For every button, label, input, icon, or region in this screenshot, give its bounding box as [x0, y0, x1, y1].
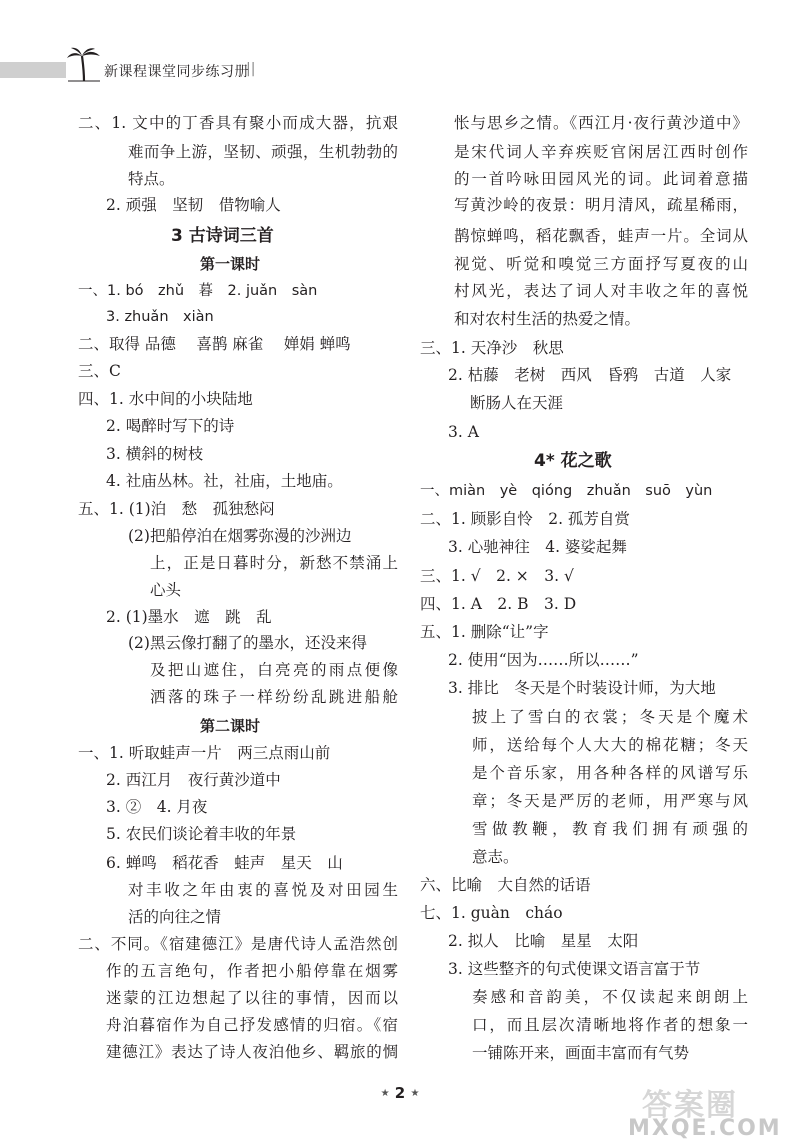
answer-line: (2)黑云像打翻了的墨水，还没来得	[128, 634, 367, 652]
answer-line: 2. 枯藤 老树 西风 昏鸦 古道 人家	[448, 366, 732, 384]
answer-line: 二、不同。《宿建德江》是唐代诗人孟浩然创	[78, 935, 398, 953]
answer-line: 披上了雪白的衣裳；冬天是个魔术	[472, 708, 748, 726]
answer-line: 四、1. A 2. B 3. D	[420, 595, 577, 613]
watermark-site: MXQE.COM	[628, 1116, 782, 1141]
answer-line: 3. ② 4. 月夜	[106, 798, 208, 816]
header-title: 新课程课堂同步练习册	[104, 64, 249, 80]
answer-line: 2. 顽强 坚韧 借物喻人	[106, 196, 281, 214]
palm-tree-icon	[66, 46, 102, 82]
answer-line: 上，正是日暮时分，新愁不禁涌上	[150, 554, 398, 572]
answer-line: 断肠人在天涯	[470, 394, 564, 412]
answer-line: 师，送给每个人大大的棉花糖；冬天	[472, 736, 748, 754]
answer-line: 6. 蝉鸣 稻花香 蛙声 星天 山	[106, 854, 343, 872]
answer-line: 对丰收之年由衷的喜悦及对田园生	[128, 881, 398, 899]
answer-line: 一、miàn yè qióng zhuǎn suō yùn	[420, 483, 713, 499]
answer-line: 3. 横斜的树枝	[106, 445, 204, 463]
answer-line: 2. 使用“因为……所以……”	[448, 651, 639, 669]
answer-line: 四、1. 水中间的小块陆地	[78, 390, 253, 408]
answer-line: 特点。	[128, 170, 175, 188]
answer-line: 难而争上游，坚韧、顽强，生机勃勃的	[128, 143, 398, 161]
answer-line: 是个音乐家，用各种各样的风谱写乐	[472, 764, 748, 782]
answer-line: 5. 农民们谈论着丰收的年景	[106, 825, 297, 843]
answer-line: 二、1. 顾影自怜 2. 孤芳自赏	[420, 510, 630, 528]
page-footer	[360, 1084, 440, 1102]
star-icon: ★	[380, 1088, 390, 1099]
header-bar	[0, 62, 66, 78]
answer-line: 二、1. 文中的丁香具有聚小而成大器，抗艰	[78, 114, 398, 132]
answer-line: 奏感和音韵美，不仅读起来朗朗上	[472, 988, 748, 1006]
answer-line: 和对农村生活的热爱之情。	[454, 310, 641, 328]
answer-line: 心头	[150, 581, 182, 599]
answer-line: 三、1. √ 2. × 3. √	[420, 567, 574, 585]
answer-line: 2. 拟人 比喻 星星 太阳	[448, 932, 639, 950]
lesson-title: 3 古诗词三首	[171, 226, 274, 246]
answer-line: 是宋代词人辛弃疾贬官闲居江西时创作	[454, 143, 748, 161]
answer-line: 2. 喝醉时写下的诗	[106, 417, 235, 435]
page-number: 2	[394, 1084, 406, 1102]
lesson-title: 4* 花之歌	[534, 451, 612, 471]
header-separator: ||	[246, 61, 256, 77]
answer-line: 活的向往之情	[128, 908, 222, 926]
answer-line: 意志。	[472, 848, 519, 866]
answer-line: 五、1. (1)泊 愁 孤独愁闷	[78, 500, 275, 518]
answer-line: 怅与思乡之情。《西江月·夜行黄沙道中》	[454, 114, 748, 132]
star-icon: ★	[410, 1088, 420, 1099]
answer-line: 及把山遮住，白亮亮的雨点便像	[150, 661, 398, 679]
answer-line: 七、1. guàn cháo	[420, 904, 563, 922]
answer-line: 章；冬天是严厉的老师，用严寒与风	[472, 792, 748, 810]
answer-line: 村风光，表达了词人对丰收之年的喜悦	[454, 282, 748, 300]
section-title: 第二课时	[200, 717, 261, 735]
answer-line: 一、1. bó zhǔ 暮 2. juǎn sàn	[78, 283, 318, 299]
answer-line: 二、取得 品德 喜鹊 麻雀 婵娟 蝉鸣	[78, 335, 351, 353]
answer-line: 3. A	[448, 423, 479, 441]
answer-line: 鹊惊蝉鸣，稻花飘香，蛙声一片。全词从	[454, 227, 748, 245]
answer-line: 写黄沙岭的夜景：明月清风，疏星稀雨，	[454, 196, 748, 214]
answer-line: 3. 心驰神往 4. 婆娑起舞	[448, 538, 627, 556]
answer-line: 舟泊暮宿作为自己抒发感情的归宿。《宿	[106, 1016, 398, 1034]
answer-line: (2)把船停泊在烟雾弥漫的沙洲边	[128, 527, 352, 545]
answer-line: 一、1. 听取蛙声一片 两三点雨山前	[78, 744, 331, 762]
answer-line: 六、比喻 大自然的话语	[420, 876, 591, 894]
answer-line: 五、1. 删除“让”字	[420, 623, 549, 641]
watermark-brand: 答案圈	[642, 1088, 738, 1123]
answer-line: 2. (1)墨水 遮 跳 乱	[106, 608, 272, 626]
answer-line: 4. 社庙丛林。社，社庙，土地庙。	[106, 472, 343, 490]
answer-line: 一铺陈开来，画面丰富而有气势	[472, 1044, 690, 1062]
answer-line: 口，而且层次清晰地将作者的想象一	[472, 1016, 748, 1034]
answer-line: 三、C	[78, 362, 121, 380]
answer-line: 作的五言绝句，作者把小船停靠在烟雾	[106, 962, 398, 980]
answer-line: 雪做教鞭，教育我们拥有顽强的	[472, 820, 748, 838]
answer-line: 视觉、听觉和嗅觉三方面抒写夏夜的山	[454, 255, 748, 273]
watermark-logo	[628, 1080, 782, 1141]
answer-line: 3. 这些整齐的句式使课文语言富于节	[448, 960, 701, 978]
section-title: 第一课时	[200, 255, 261, 273]
answer-line: 洒落的珠子一样纷纷乱跳进船舱	[150, 688, 398, 706]
answer-line: 三、1. 天净沙 秋思	[420, 339, 564, 357]
answer-line: 3. 排比 冬天是个时装设计师，为大地	[448, 679, 716, 697]
answer-line: 迷蒙的江边想起了以往的事情，因而以	[106, 989, 398, 1007]
answer-line: 的一首吟咏田园风光的词。此词着意描	[454, 170, 748, 188]
answer-line: 3. zhuǎn xiàn	[106, 309, 214, 325]
answer-line: 建德江》表达了诗人夜泊他乡、羁旅的惆	[106, 1043, 398, 1061]
answer-line: 2. 西江月 夜行黄沙道中	[106, 771, 281, 789]
page-header	[0, 46, 805, 90]
